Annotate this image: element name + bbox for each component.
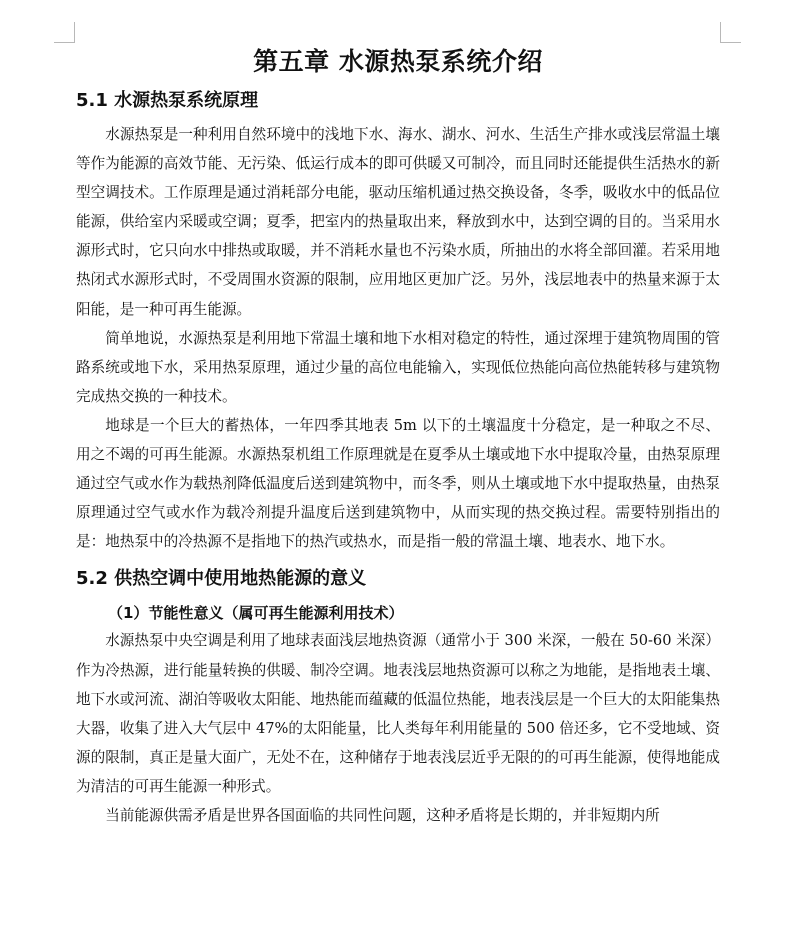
page-corner-mark-top-left <box>54 22 75 43</box>
document-body[interactable] <box>76 42 720 830</box>
section-title-5-2: 5.2 供热空调中使用地热能源的意义 <box>76 568 367 590</box>
page-corner-mark-top-right <box>720 22 741 43</box>
subsection-title: （1）节能性意义（属可再生能源利用技术） <box>108 604 404 623</box>
section-1-paragraph: 水源热泵是一种利用自然环境中的浅地下水、海水、湖水、河水、生活生产排水或浅层常温土壤等作为能源的高效节能、无污染、低运行成本的即可供暖又可制冷，而且同时还能提供生活热水的新型空调技术。工作原理是通过消耗部分电能，驱动压缩机通过热交换设备，冬季，吸收水中的低品位能源，供给室内采暖或空调；夏季，把室内的热量取出来，释放到水中，达到空调的目的。当采用水源形式时，它只向水中排热或取暖，并不消耗水量也不污染水质，所抽出的水将全部回灌。若采用地热闭式水源形式时，不受周围水资源的限制，应用地区更加广泛。另外，浅层地表中的热量来源于太阳能，是一种可再生能源。 <box>76 126 720 318</box>
section-1-paragraph: 简单地说，水源热泵是利用地下常温土壤和地下水相对稳定的特性，通过深埋于建筑物周围的管路系统或地下水，采用热泵原理，通过少量的高位电能输入，实现低位热能向高位热能转移与建筑物完成热交换的一种技术。 <box>76 329 720 405</box>
section-1-paragraph: 地球是一个巨大的蓄热体，一年四季其地表 5m 以下的土壤温度十分稳定，是一种取之不尽、用之不竭的可再生能源。水源热泵机组工作原理就是在夏季从土壤或地下水中提取冷量，由热泵原理通过空气或水作为载热剂降低温度后送到建筑物中，而冬季，则从土壤或地下水中提取热量，由热泵原理通过空气或水作为载冷剂提升温度后送到建筑物中，从而实现的热交换过程。需要特别指出的是：地热泵中的冷热源不是指地下的热汽或热水，而是指一般的常温土壤、地表水、地下水。 <box>76 416 720 551</box>
section-title-5-1: 5.1 水源热泵系统原理 <box>76 90 259 111</box>
section-2-paragraph: 当前能源供需矛盾是世界各国面临的共同性问题，这种矛盾将是长期的，并非短期内所 <box>105 806 660 824</box>
chapter-title: 第五章 水源热泵系统介绍 <box>253 47 543 76</box>
section-2-paragraph: 水源热泵中央空调是利用了地球表面浅层地热资源（通常小于 300 米深，一般在 50-60 米深）作为冷热源，进行能量转换的供暖、制冷空调。地表浅层地热资源可以称之为地能，是指地表土壤、地下水或河流、湖泊等吸收太阳能、地热能而蕴藏的低温位热能，地表浅层是一个巨大的太阳能集热大器，收集了进入大气层中 47%的太阳能量，比人类每年利用能量的 500 倍还多，它不受地域、资源的限制，真正是量大面广，无处不在，这种储存于地表浅层近乎无限的的可再生能源，使得地能成为清洁的可再生能源一种形式。 <box>76 632 720 795</box>
